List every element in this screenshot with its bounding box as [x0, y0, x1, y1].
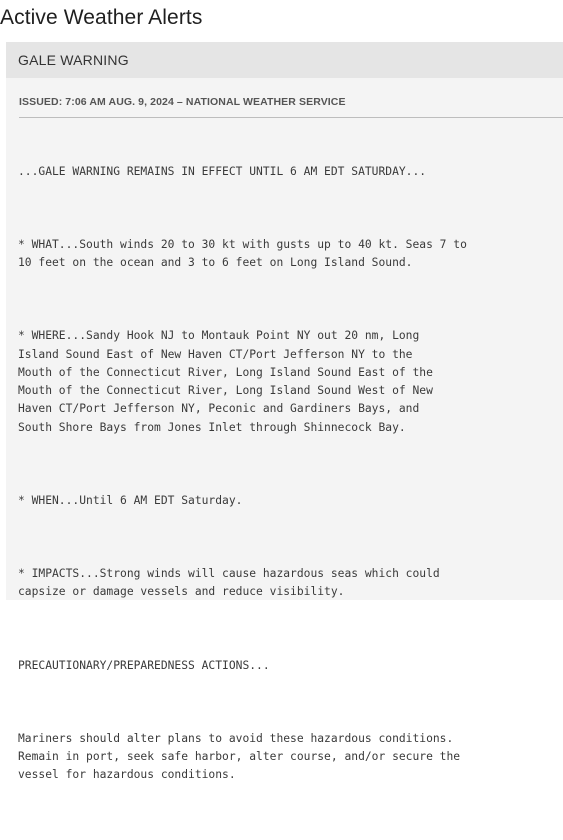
alert-issued-line: ISSUED: 7:06 AM AUG. 9, 2024 – NATIONAL WEATHER SERVICE: [19, 78, 563, 118]
page-title: Active Weather Alerts: [0, 6, 203, 29]
alert-headline[interactable]: GALE WARNING: [6, 42, 563, 78]
alert-precautions-text: Mariners should alter plans to avoid these hazardous conditions. Remain in port, seek safe harbor, alter course, and/or secure the vessel for hazardous conditions.: [18, 731, 461, 782]
alert-summary: ...GALE WARNING REMAINS IN EFFECT UNTIL 6 AM EDT SATURDAY...: [18, 164, 427, 178]
alert-body: [6, 118, 563, 840]
alert-where: * WHERE...Sandy Hook NJ to Montauk Point NY out 20 nm, Long Island Sound East of New Haven CT/Port Jefferson NY to the Mouth of the Connecticut River, Long Island Sound East of the Mouth of the Connecticut River, Long Island Sound West of New Haven CT/Port Jefferson NY, Peconic and Gardiners Bays, and South Shore Bays from Jones Inlet through Shinnecock Bay.: [18, 329, 433, 434]
alert-what: * WHAT...South winds 20 to 30 kt with gusts up to 40 kt. Seas 7 to 10 feet on the ocean and 3 to 6 feet on Long Island Sound.: [18, 237, 467, 270]
alert-impacts: * IMPACTS...Strong winds will cause hazardous seas which could capsize or damage vessels and reduce visibility.: [18, 567, 440, 599]
alert-precautions-heading: PRECAUTIONARY/PREPAREDNESS ACTIONS...: [18, 658, 270, 672]
alert-when: * WHEN...Until 6 AM EDT Saturday.: [18, 493, 243, 507]
alert-card: [6, 42, 563, 782]
